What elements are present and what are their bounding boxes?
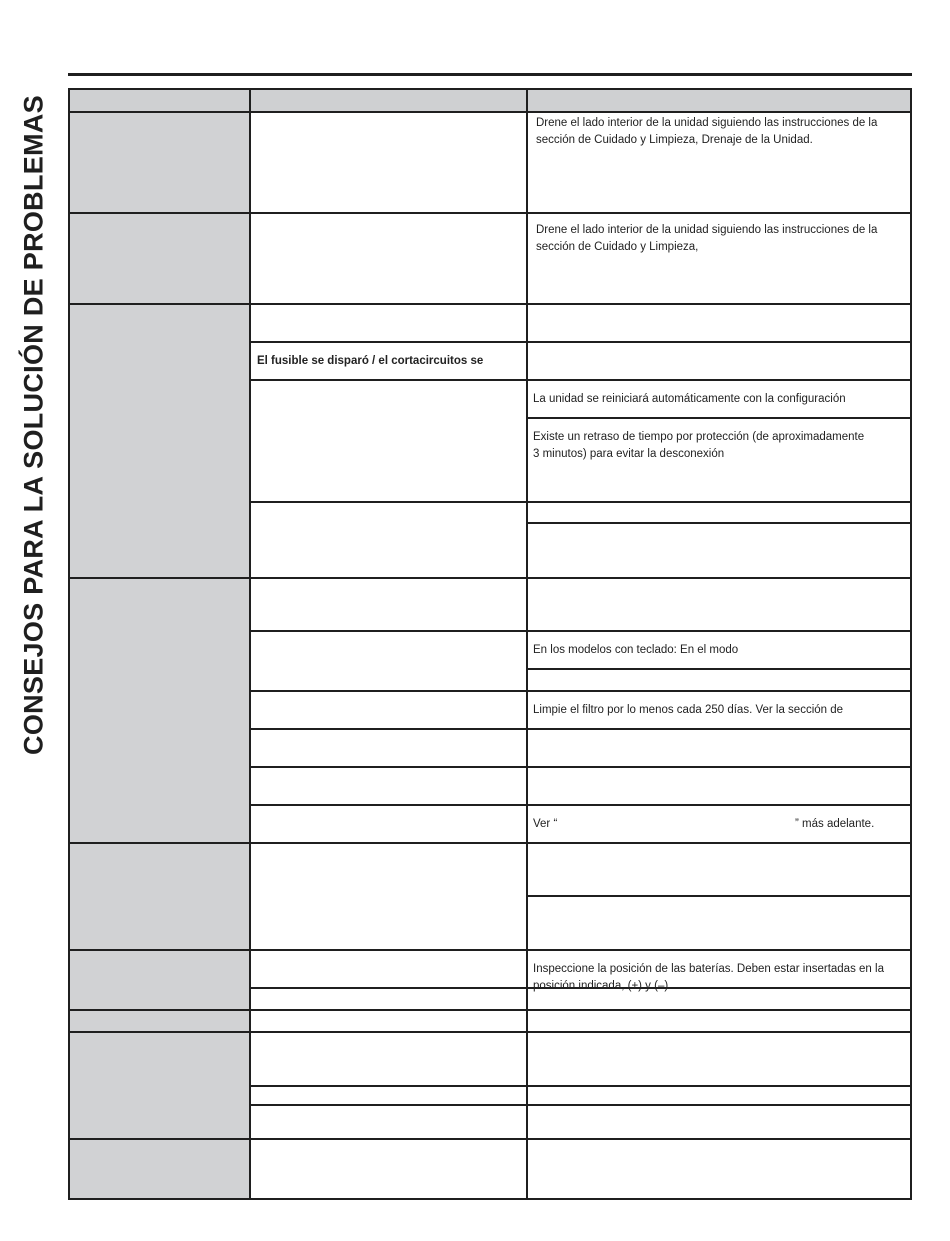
solution-restart: La unidad se reiniciará automáticamente con la configuración [533, 393, 846, 405]
solution-keypad: En los modelos con teclado: En el modo [533, 644, 739, 656]
row-divider [250, 728, 910, 730]
solution-see-suffix: ” más adelante. [795, 818, 875, 830]
row-divider [70, 1031, 910, 1033]
cause-fuse: El fusible se disparó / el cortacircuitos se [257, 355, 484, 367]
solution-drain-1: Drene el lado interior de la unidad siguiendo las instrucciones de la sección de Cuidado y Limpieza, Drenaje de la Unidad. [536, 117, 878, 146]
top-rule [68, 73, 912, 76]
row-divider [250, 690, 910, 692]
row-divider [250, 1085, 910, 1087]
row-divider [70, 303, 910, 305]
row-divider [70, 1009, 910, 1011]
row-divider [70, 577, 910, 579]
solution-see-prefix: Ver “ [533, 818, 558, 830]
row-divider [250, 804, 910, 806]
row-divider [250, 766, 910, 768]
row-divider [250, 1104, 910, 1106]
row-divider [527, 895, 910, 897]
solution-delay: Existe un retraso de tiempo por protección (de aproximadamente 3 minutos) para evitar la desconexión [533, 431, 865, 460]
row-divider [527, 522, 910, 524]
row-divider [70, 949, 910, 951]
solution-drain-2: Drene el lado interior de la unidad siguiendo las instrucciones de la sección de Cuidado y Limpieza, [536, 224, 878, 253]
row-divider [70, 1138, 910, 1140]
solution-batteries: Inspeccione la posición de las baterías. Deben estar insertadas en la posición indicada, (+) y (–). [533, 963, 884, 992]
row-divider [527, 668, 910, 670]
problem-column [70, 113, 250, 1198]
row-divider [527, 417, 910, 419]
row-divider [250, 379, 910, 381]
solution-filter: Limpie el filtro por lo menos cada 250 días. Ver la sección de [533, 704, 844, 716]
row-divider [70, 212, 910, 214]
side-title-text: CONSEJOS PARA LA SOLUCIÓN DE PROBLEMAS [18, 95, 49, 755]
row-divider [70, 842, 910, 844]
troubleshooting-table [68, 88, 912, 1200]
table-header-row [70, 90, 910, 113]
row-divider [250, 501, 910, 503]
row-divider [250, 630, 910, 632]
row-divider [250, 341, 910, 343]
